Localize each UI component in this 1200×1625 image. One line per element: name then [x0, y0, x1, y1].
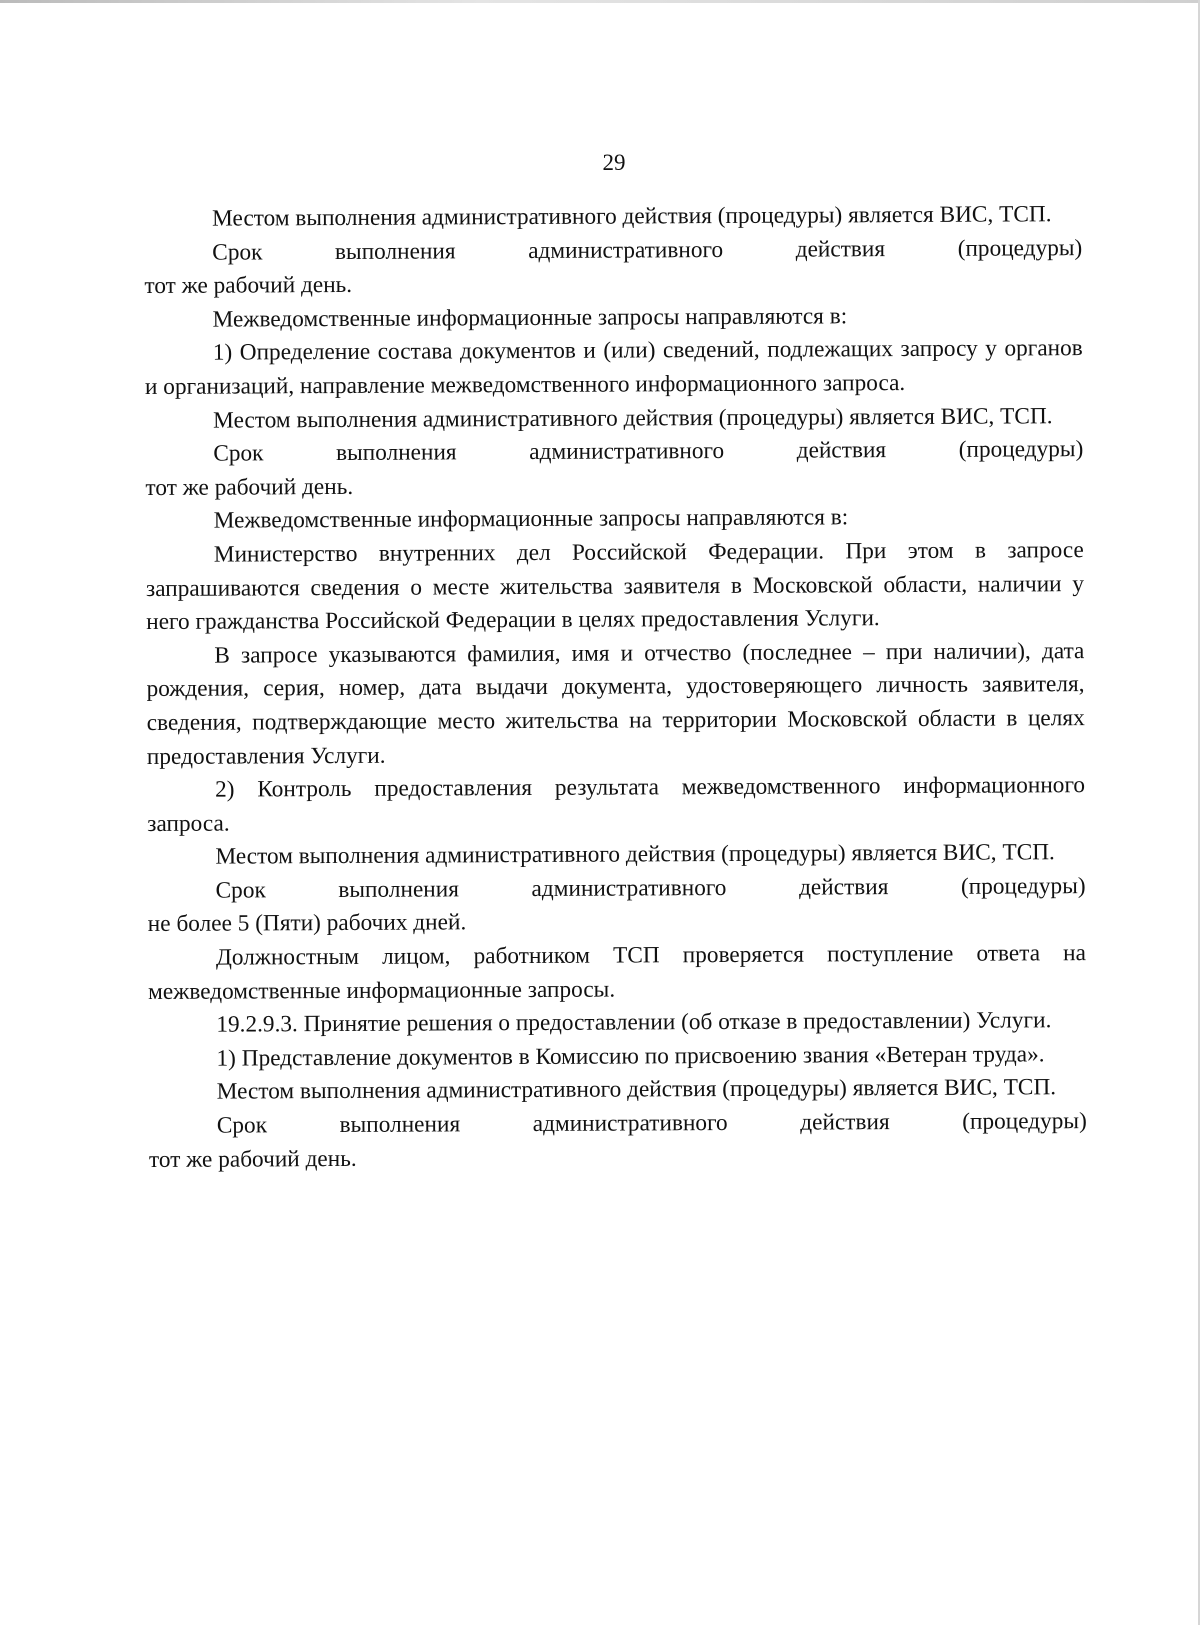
paragraph-term-3-value: не более 5 (Пяти) рабочих дней.	[147, 909, 467, 938]
paragraph-place-3: Местом выполнения административного действия (процедуры) является ВИС, ТСП.	[215, 839, 1055, 870]
paragraph-requests-sent-2: Межведомственные информационные запросы направляются в:	[213, 504, 849, 534]
paragraph-requests-sent-1: Межведомственные информационные запросы направляются в:	[212, 303, 848, 333]
paragraph-term-2-value: тот же рабочий день.	[145, 473, 354, 501]
paragraph-section-19-2-9-3: 19.2.9.3. Принятие решения о предоставлении (об отказе в предоставлении) Услуги.	[216, 1007, 1052, 1038]
paragraph-place-4: Местом выполнения административного действия (процедуры) является ВИС, ТСП.	[216, 1074, 1057, 1106]
paragraph-step-2-control: 2) Контроль предоставления результата межведомственного информационного запроса.	[147, 772, 1086, 837]
scan-edge-top	[0, 0, 1200, 3]
paragraph-official-check: Должностным лицом, работником ТСП проверяется поступление ответа на межведомственные информационные запросы.	[148, 940, 1087, 1005]
paragraph-term-1: Срок выполнения административного действия (процедуры)	[212, 234, 1083, 266]
paragraph-term-2: Срок выполнения административного действия (процедуры)	[213, 436, 1084, 467]
paragraph-ministry: Министерство внутренних дел Российской Федерации. При этом в запросе запрашиваются сведения о месте жительства заявителя в Московской области, наличии у него гражданства Российской Федерации в целях предоставления Услуги.	[145, 537, 1085, 636]
paragraph-place-1: Местом выполнения административного действия (процедуры) является ВИС, ТСП.	[212, 201, 1052, 232]
paragraph-place-2: Местом выполнения административного действия (процедуры) является ВИС, ТСП.	[213, 402, 1053, 434]
paragraph-step-1-commission: 1) Представление документов в Комиссию по присвоению звания «Ветеран труда».	[216, 1041, 1045, 1072]
paragraph-term-4-value: тот же рабочий день.	[148, 1145, 357, 1173]
paragraph-step-1-definition: 1) Определение состава документов и (или) сведений, подлежащих запросу у органов и организаций, направление межведомственного информационного запроса.	[144, 335, 1083, 400]
document-body	[144, 198, 1087, 1177]
paragraph-term-1-value: тот же рабочий день.	[144, 272, 353, 300]
paragraph-term-4: Срок выполнения административного действия (процедуры)	[216, 1108, 1087, 1139]
paragraph-term-3: Срок выполнения административного действия (процедуры)	[215, 872, 1086, 904]
page-number: 29	[602, 150, 626, 175]
paragraph-request-content: В запросе указываются фамилия, имя и отчество (последнее – при наличии), дата рождения, серия, номер, дата выдачи документа, удостоверяющего личность заявителя, сведения, подтверждающие место жительства на территории Московской области в целях предоставления Услуги.	[146, 637, 1085, 770]
